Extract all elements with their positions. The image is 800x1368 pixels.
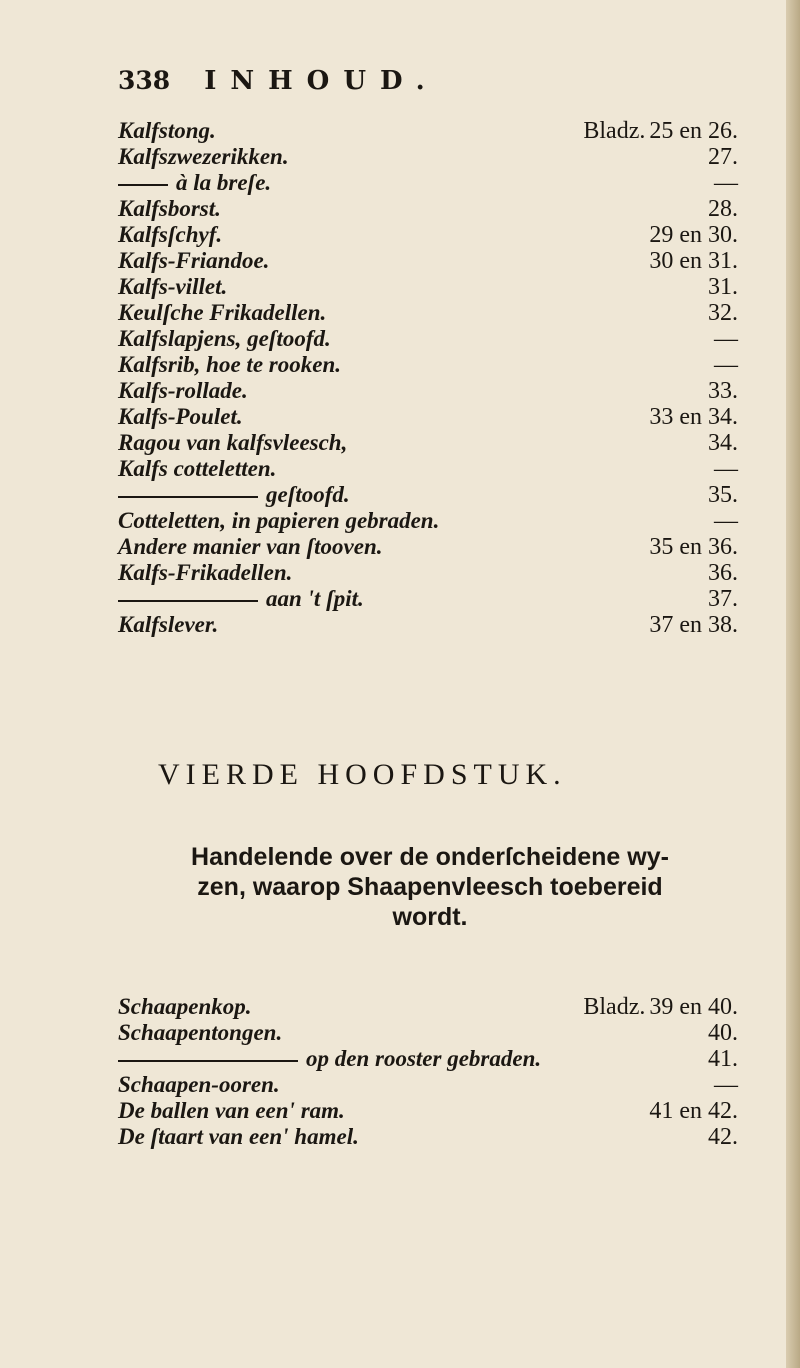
toc-entry-text: Kalfsborst. — [118, 196, 221, 221]
toc-entry-text: Kalfs cotteletten. — [118, 456, 277, 481]
toc-row — [118, 1124, 738, 1150]
toc-page-numbers: — — [714, 508, 738, 534]
toc-entry — [118, 404, 243, 430]
toc-pages — [708, 560, 738, 586]
toc-row — [118, 326, 738, 352]
toc-row — [118, 222, 738, 248]
toc-entry-text: op den rooster gebraden. — [306, 1046, 542, 1071]
toc-pages — [708, 1124, 738, 1150]
bladz-label: Bladz. — [583, 118, 646, 144]
toc-pages — [649, 248, 738, 274]
toc-pages — [708, 196, 738, 222]
toc-entry-text: Kalfstong. — [118, 118, 216, 143]
toc-page-numbers: 33 en 34. — [649, 404, 738, 430]
toc-page-numbers: 42. — [708, 1124, 738, 1150]
toc-entry-text: Kalfslever. — [118, 612, 219, 637]
toc-page-numbers: 30 en 31. — [649, 248, 738, 274]
toc-pages — [649, 1098, 738, 1124]
toc-page-numbers: 32. — [708, 300, 738, 326]
toc-row — [118, 1072, 738, 1098]
toc-page-numbers: 40. — [708, 1020, 738, 1046]
toc-row — [118, 144, 738, 170]
chapter-description-line: wordt. — [392, 903, 468, 931]
toc-page-numbers: 28. — [708, 196, 738, 222]
toc-entry — [118, 1124, 359, 1150]
toc-pages — [583, 118, 738, 144]
toc-row — [118, 248, 738, 274]
toc-page-numbers: 35. — [708, 482, 738, 508]
toc-pages — [708, 1020, 738, 1046]
toc-entry — [118, 222, 222, 248]
chapter-description — [130, 842, 730, 932]
toc-entry — [118, 352, 341, 378]
toc-row — [118, 612, 738, 638]
toc-pages — [708, 144, 738, 170]
toc-row — [118, 404, 738, 430]
toc-pages — [714, 456, 738, 482]
toc-page-numbers: 41 en 42. — [649, 1098, 738, 1124]
toc-row — [118, 352, 738, 378]
toc-entry-text: Kalfs-Frikadellen. — [118, 560, 293, 585]
toc-entry-text: De ballen van een' ram. — [118, 1098, 345, 1123]
toc-pages — [649, 222, 738, 248]
toc-entry-text: Cotteletten, in papieren gebraden. — [118, 508, 440, 533]
toc-entry-text: Kalfs-villet. — [118, 274, 228, 299]
toc-page-numbers: 25 en 26. — [649, 118, 738, 144]
toc-entry — [118, 170, 271, 196]
toc-row — [118, 534, 738, 560]
page-number: 338 — [118, 66, 171, 95]
toc-entry-text: Schaapen-ooren. — [118, 1072, 280, 1097]
toc-section-mutton — [118, 994, 738, 1150]
toc-entry — [118, 326, 331, 352]
toc-row — [118, 482, 738, 508]
toc-pages — [649, 404, 738, 430]
toc-row — [118, 508, 738, 534]
toc-pages — [708, 378, 738, 404]
toc-row — [118, 1020, 738, 1046]
toc-entry — [118, 1020, 282, 1046]
toc-row — [118, 1046, 738, 1072]
toc-entry — [118, 118, 216, 144]
toc-page-numbers: 37. — [708, 586, 738, 612]
toc-pages — [649, 534, 738, 560]
toc-row — [118, 300, 738, 326]
toc-entry-text: Andere manier van ſtooven. — [118, 534, 383, 559]
toc-entry — [118, 508, 439, 534]
toc-entry — [118, 274, 227, 300]
page-header — [118, 66, 588, 96]
toc-entry — [118, 248, 269, 274]
chapter-description-line: zen, waarop Shaapenvleesch toebereid — [197, 873, 663, 901]
toc-pages — [708, 482, 738, 508]
toc-entry-text: à la breſe. — [176, 170, 272, 195]
toc-pages — [708, 586, 738, 612]
toc-row — [118, 274, 738, 300]
toc-pages — [714, 1072, 738, 1098]
toc-page-numbers: 37 en 38. — [649, 612, 738, 638]
toc-entry-text: Schaapenkop. — [118, 994, 252, 1019]
toc-row — [118, 456, 738, 482]
toc-row — [118, 1098, 738, 1124]
toc-page-numbers: — — [714, 326, 738, 352]
ditto-dash — [118, 184, 168, 186]
toc-page-numbers: 31. — [708, 274, 738, 300]
toc-page-numbers: — — [714, 170, 738, 196]
toc-pages — [714, 326, 738, 352]
bladz-label: Bladz. — [583, 994, 646, 1020]
toc-page-numbers: 29 en 30. — [649, 222, 738, 248]
toc-row — [118, 586, 738, 612]
chapter-heading: VIERDE HOOFDSTUK. — [158, 758, 567, 791]
toc-entry-text: aan 't ſpit. — [266, 586, 364, 611]
toc-entry — [118, 456, 276, 482]
toc-entry-text: geſtoofd. — [266, 482, 350, 507]
toc-page-numbers: 41. — [708, 1046, 738, 1072]
toc-entry-text: Kalfs-Friandoe. — [118, 248, 270, 273]
toc-page-numbers: 35 en 36. — [649, 534, 738, 560]
toc-page-numbers: — — [714, 456, 738, 482]
toc-entry-text: Kalfs-rollade. — [118, 378, 248, 403]
toc-entry-text: Kalfszwezerikken. — [118, 144, 289, 169]
toc-entry — [118, 1072, 280, 1098]
toc-pages — [714, 508, 738, 534]
toc-page-numbers: 34. — [708, 430, 738, 456]
toc-page-numbers: — — [714, 352, 738, 378]
toc-row — [118, 118, 738, 144]
toc-entry-text: Schaapentongen. — [118, 1020, 283, 1045]
toc-page-numbers: 33. — [708, 378, 738, 404]
toc-row — [118, 994, 738, 1020]
toc-entry — [118, 482, 350, 508]
toc-entry — [118, 586, 364, 612]
toc-page-numbers: 39 en 40. — [649, 994, 738, 1020]
toc-pages — [583, 994, 738, 1020]
toc-entry-text: Keulſche Frikadellen. — [118, 300, 327, 325]
toc-page-numbers: 27. — [708, 144, 738, 170]
toc-pages — [708, 274, 738, 300]
toc-entry-text: Kalfsſchyf. — [118, 222, 223, 247]
page-edge — [786, 0, 800, 1368]
toc-pages — [714, 170, 738, 196]
toc-section-veal — [118, 118, 738, 638]
toc-row — [118, 560, 738, 586]
toc-entry — [118, 196, 221, 222]
toc-entry — [118, 994, 252, 1020]
toc-entry-text: Kalfs-Poulet. — [118, 404, 243, 429]
toc-row — [118, 170, 738, 196]
toc-entry — [118, 1098, 345, 1124]
toc-entry — [118, 560, 292, 586]
toc-pages — [708, 430, 738, 456]
toc-entry — [118, 534, 383, 560]
toc-pages — [649, 612, 738, 638]
toc-entry-text: Kalfslapjens, geſtoofd. — [118, 326, 331, 351]
toc-entry — [118, 612, 218, 638]
toc-pages — [714, 352, 738, 378]
toc-entry-text: De ſtaart van een' hamel. — [118, 1124, 359, 1149]
toc-entry — [118, 430, 347, 456]
toc-entry — [118, 1046, 541, 1072]
ditto-dash — [118, 1060, 298, 1062]
toc-page-numbers: — — [714, 1072, 738, 1098]
toc-row — [118, 430, 738, 456]
toc-entry-text: Kalfsrib, hoe te rooken. — [118, 352, 341, 377]
toc-entry-text: Ragou van kalfsvleesch, — [118, 430, 348, 455]
toc-entry — [118, 144, 289, 170]
toc-row — [118, 378, 738, 404]
toc-entry — [118, 378, 248, 404]
toc-pages — [708, 1046, 738, 1072]
toc-entry — [118, 300, 326, 326]
chapter-description-line: Handelende over de onderſcheidene wy- — [191, 843, 669, 871]
toc-page-numbers: 36. — [708, 560, 738, 586]
ditto-dash — [118, 600, 258, 602]
running-title: INHOUD. — [204, 66, 439, 96]
ditto-dash — [118, 496, 258, 498]
toc-pages — [708, 300, 738, 326]
toc-row — [118, 196, 738, 222]
